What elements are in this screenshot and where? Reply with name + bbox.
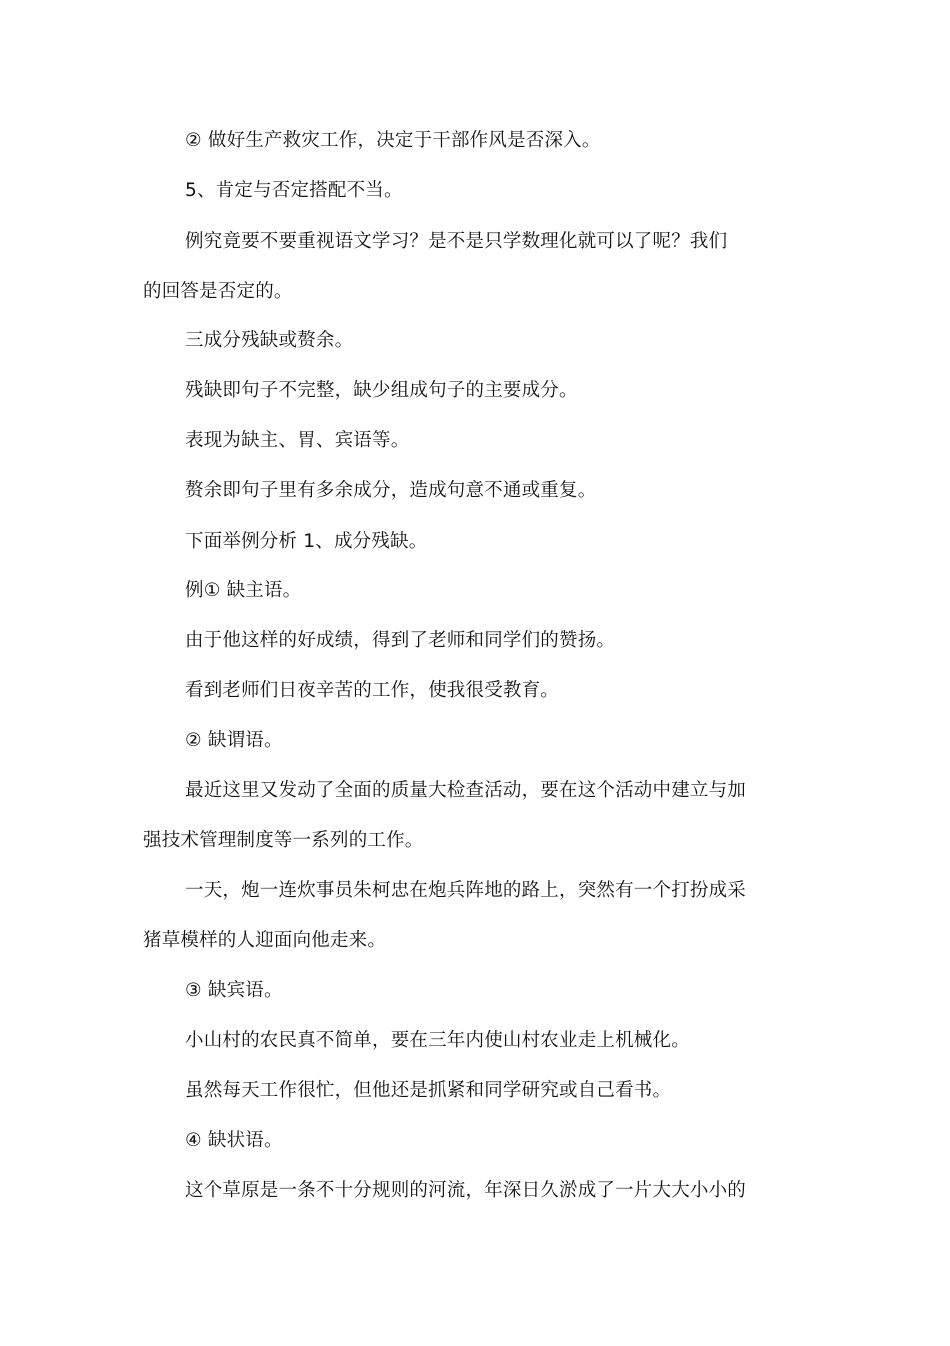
paragraph-line: 强技术管理制度等一系列的工作。	[143, 830, 424, 851]
paragraph-line: 的回答是否定的。	[143, 281, 293, 302]
paragraph-line: 5、肯定与否定搭配不当。	[185, 180, 403, 201]
paragraph-line: 一天，炮一连炊事员朱柯忠在炮兵阵地的路上，突然有一个打扮成采	[185, 880, 747, 901]
example-heading: ③ 缺宾语。	[185, 980, 283, 1001]
example-heading: ④ 缺状语。	[185, 1130, 283, 1151]
paragraph-line: ② 做好生产救灾工作，决定于干部作风是否深入。	[185, 130, 601, 151]
example-heading: ② 缺谓语。	[185, 730, 283, 751]
paragraph-line: 小山村的农民真不简单，要在三年内使山村农业走上机械化。	[185, 1030, 690, 1051]
paragraph-line: 例究竟要不要重视语文学习？是不是只学数理化就可以了呢？我们	[185, 231, 728, 252]
example-heading: 例① 缺主语。	[185, 580, 302, 601]
paragraph-line: 表现为缺主、胃、宾语等。	[185, 430, 410, 451]
paragraph-line: 由于他这样的好成绩，得到了老师和同学们的赞扬。	[185, 630, 616, 651]
paragraph-line: 猪草模样的人迎面向他走来。	[143, 930, 387, 951]
paragraph-line: 看到老师们日夜辛苦的工作，使我很受教育。	[185, 680, 560, 701]
paragraph-line: 下面举例分析 1、成分残缺。	[185, 531, 428, 552]
paragraph-line: 这个草原是一条不十分规则的河流，年深日久淤成了一片大大小小的	[185, 1180, 747, 1201]
paragraph-line: 赘余即句子里有多余成分，造成句意不通或重复。	[185, 480, 597, 501]
paragraph-line: 最近这里又发动了全面的质量大检查活动，要在这个活动中建立与加	[185, 780, 747, 801]
section-heading: 三成分残缺或赘余。	[185, 330, 354, 351]
paragraph-line: 虽然每天工作很忙，但他还是抓紧和同学研究或自己看书。	[185, 1080, 672, 1101]
paragraph-line: 残缺即句子不完整，缺少组成句子的主要成分。	[185, 380, 578, 401]
